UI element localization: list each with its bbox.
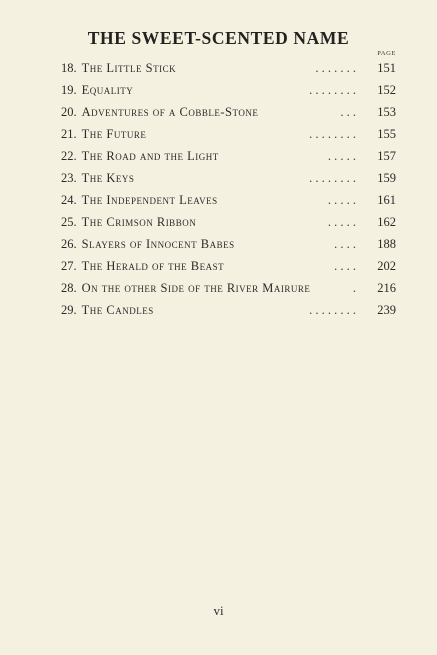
- toc-entry-number: 25.: [61, 215, 77, 229]
- toc-leader-dots: . . . . . . . .: [309, 303, 356, 317]
- toc-entry: [61, 168, 396, 190]
- toc-entry-number: 20.: [61, 105, 77, 119]
- page-column-label: PAGE: [377, 50, 396, 57]
- toc-leader-dots: . . . . . . .: [315, 61, 356, 75]
- toc-entry: [61, 124, 396, 146]
- toc-entry-title: The Little Stick: [81, 61, 177, 75]
- toc-entry-page: 239: [377, 303, 396, 317]
- toc-entry-number: 19.: [61, 83, 77, 97]
- toc-entry-page: 157: [377, 149, 396, 163]
- toc-entry-number: 26.: [61, 237, 77, 251]
- toc-entry-title: Equality: [81, 83, 134, 97]
- toc-entry: [61, 102, 396, 124]
- toc-entry: [61, 80, 396, 102]
- toc-entry-page: 216: [377, 281, 396, 295]
- toc-leader-dots: .: [352, 281, 356, 295]
- running-head: THE SWEET-SCENTED NAME: [87, 28, 350, 48]
- toc-entry-number: 29.: [61, 303, 77, 317]
- toc-entry-page: 155: [377, 127, 396, 141]
- toc-entry-title: The Keys: [81, 171, 135, 185]
- toc-entry: [61, 58, 396, 80]
- toc-entry-title: The Future: [81, 127, 147, 141]
- toc-entry-title: On the other Side of the River Mairure: [81, 281, 311, 295]
- toc-entry: [61, 212, 396, 234]
- toc-entry-title: Slayers of Innocent Babes: [81, 237, 235, 251]
- table-of-contents: [61, 58, 396, 322]
- toc-entry-number: 22.: [61, 149, 77, 163]
- toc-leader-dots: . . . . .: [327, 215, 356, 229]
- toc-entry: [61, 146, 396, 168]
- toc-entry-title: The Herald of the Beast: [81, 259, 225, 273]
- toc-entry: [61, 234, 396, 256]
- toc-leader-dots: . . . .: [334, 259, 356, 273]
- toc-entry-page: 161: [377, 193, 396, 207]
- toc-entry-page: 188: [377, 237, 396, 251]
- toc-leader-dots: . . . . . . . .: [309, 127, 356, 141]
- toc-entry-page: 152: [377, 83, 396, 97]
- toc-entry-number: 27.: [61, 259, 77, 273]
- toc-entry: [61, 300, 396, 322]
- toc-entry-page: 153: [377, 105, 396, 119]
- toc-leader-dots: . . . .: [334, 237, 356, 251]
- toc-entry-title: The Road and the Light: [81, 149, 219, 163]
- toc-entry-title: The Independent Leaves: [81, 193, 218, 207]
- toc-entry-page: 202: [377, 259, 396, 273]
- toc-entry-number: 28.: [61, 281, 77, 295]
- toc-leader-dots: . . . . .: [327, 193, 356, 207]
- toc-leader-dots: . . . . .: [327, 149, 356, 163]
- toc-entry-number: 21.: [61, 127, 77, 141]
- toc-entry-title: Adventures of a Cobble-Stone: [81, 105, 259, 119]
- toc-entry-page: 151: [377, 61, 396, 75]
- toc-leader-dots: . . . . . . . .: [309, 171, 356, 185]
- page-number: vi: [213, 603, 224, 618]
- toc-entry: [61, 190, 396, 212]
- toc-entry: [61, 278, 396, 300]
- toc-entry-title: The Crimson Ribbon: [81, 215, 197, 229]
- toc-entry-number: 18.: [61, 61, 77, 75]
- toc-leader-dots: . . . . . . . .: [309, 83, 356, 97]
- toc-leader-dots: . . .: [340, 105, 356, 119]
- toc-entry-number: 23.: [61, 171, 77, 185]
- toc-entry: [61, 256, 396, 278]
- toc-entry-page: 162: [377, 215, 396, 229]
- toc-entry-title: The Candles: [81, 303, 154, 317]
- toc-entry-number: 24.: [61, 193, 77, 207]
- toc-entry-page: 159: [377, 171, 396, 185]
